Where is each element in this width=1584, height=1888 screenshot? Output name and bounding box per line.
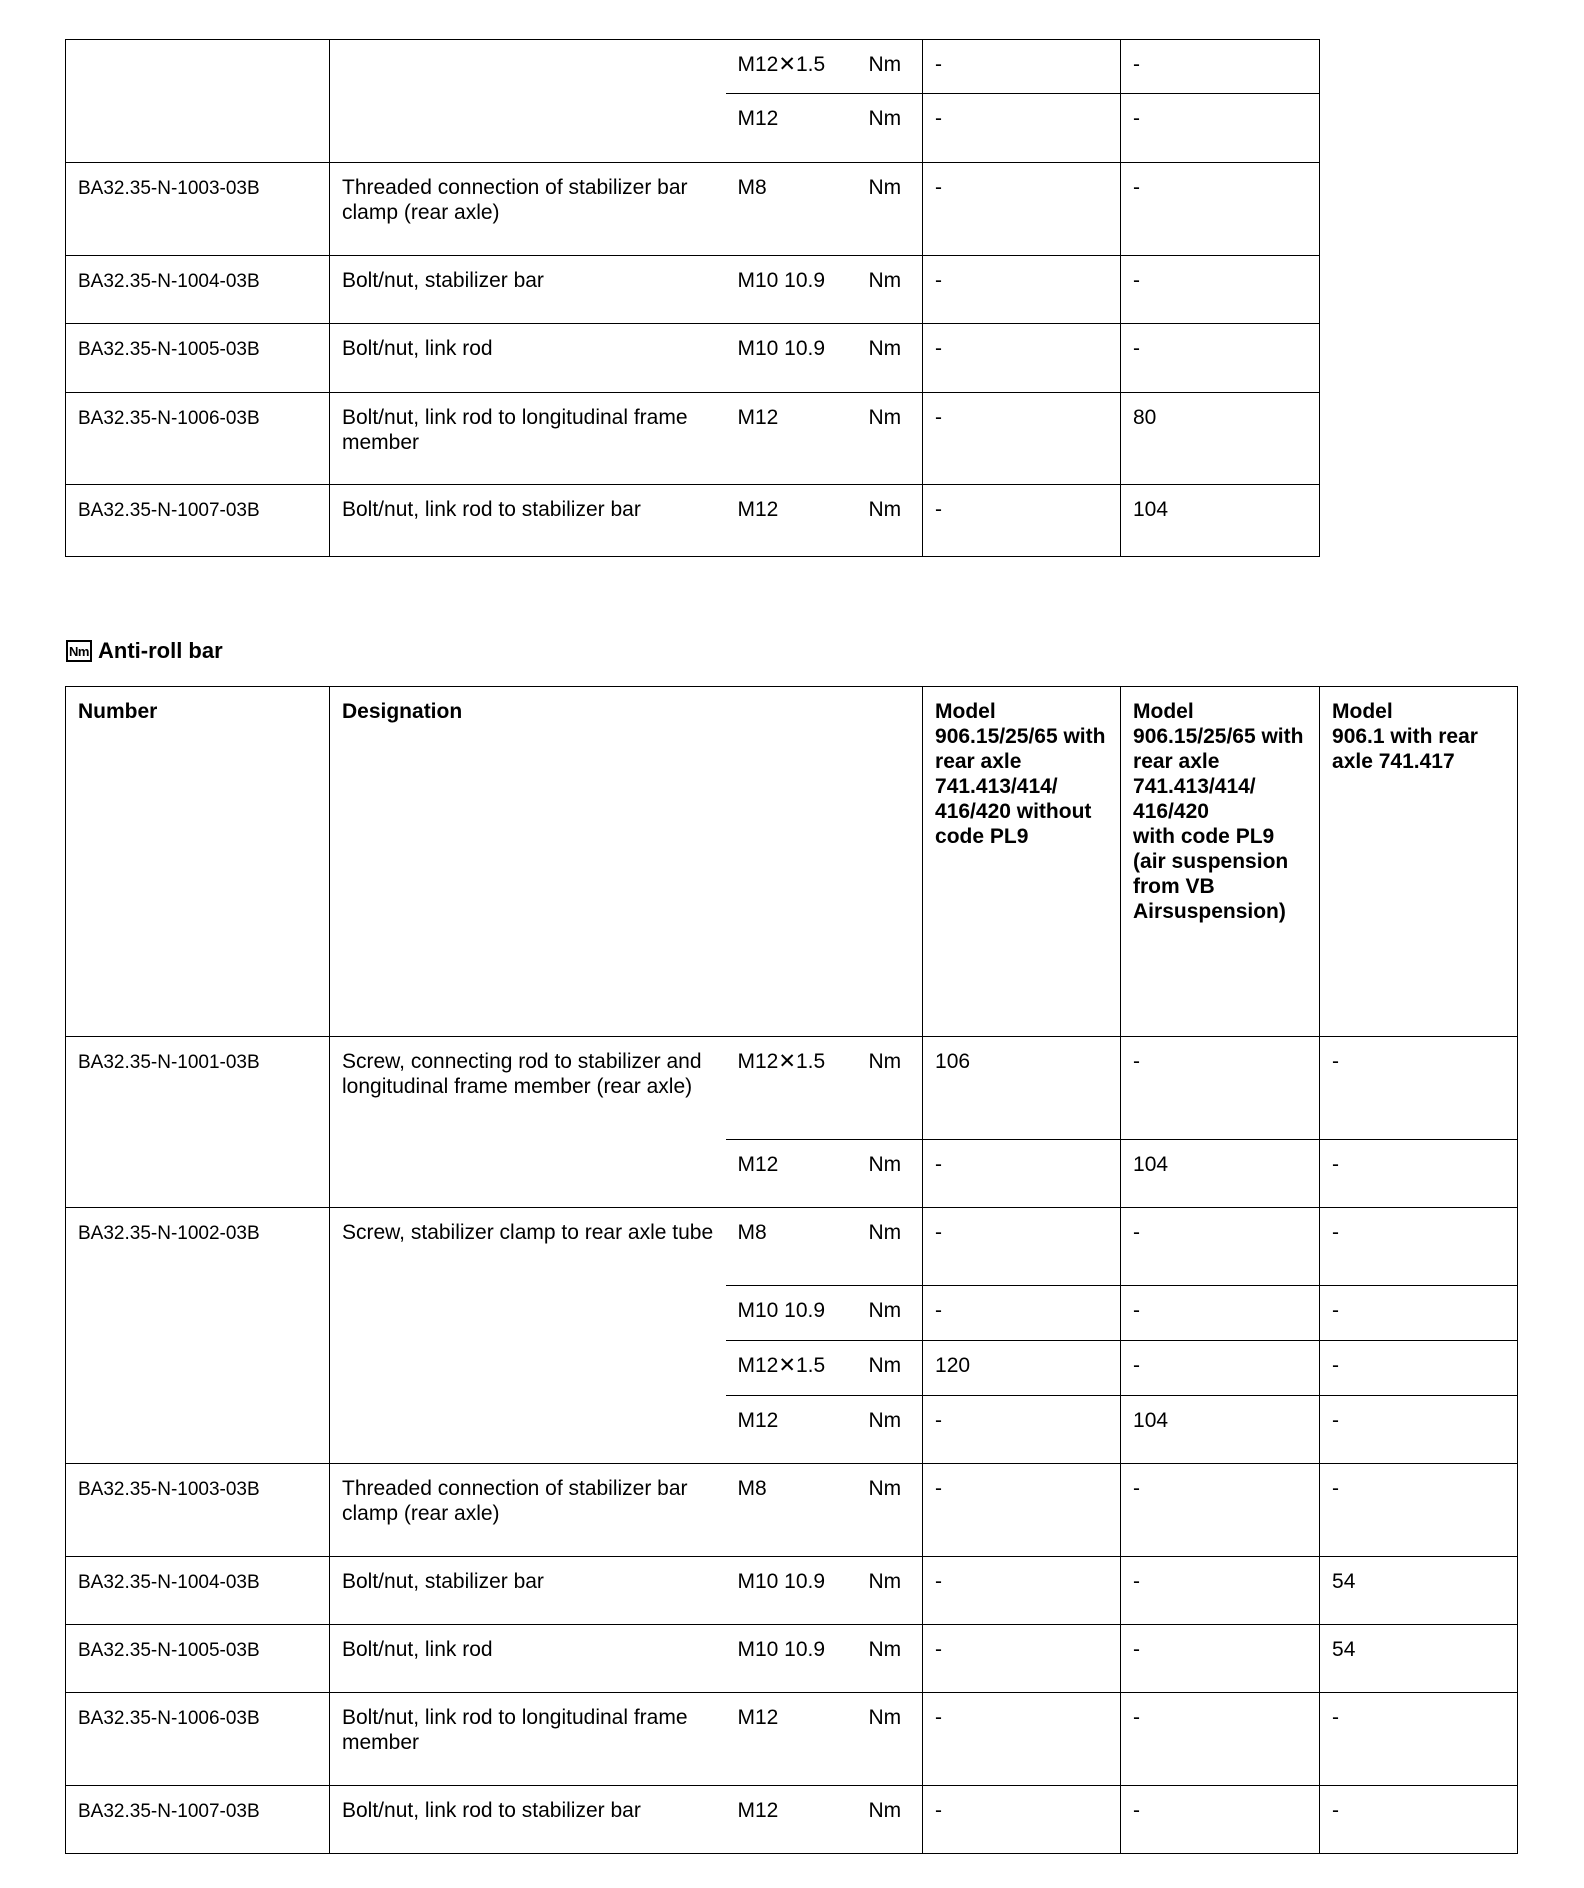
unit-cell: Nm [869,1625,923,1693]
thread-cell: M12 [726,393,869,485]
value-cell: - [1320,1786,1518,1854]
table-row [66,40,1320,94]
unit-cell: Nm [869,1786,923,1854]
unit-cell: Nm [869,94,923,163]
header-number: Number [66,687,330,1037]
designation-cell: Threaded connection of stabilizer bar clamp (rear axle) [330,163,726,256]
value-cell: - [923,163,1121,256]
number-cell: BA32.35-N-1007-03B [66,485,330,557]
value-cell: - [1121,1557,1320,1625]
value-cell: 54 [1320,1625,1518,1693]
thread-cell: M12 [726,1140,869,1208]
unit-cell: Nm [869,1464,923,1557]
thread-cell: M12✕1.5 [726,1037,869,1140]
number-cell: BA32.35-N-1003-03B [66,163,330,256]
number-cell: BA32.35-N-1003-03B [66,1464,330,1557]
value-cell: 54 [1320,1557,1518,1625]
value-cell: - [1320,1037,1518,1140]
value-cell: - [1121,1341,1320,1396]
unit-cell: Nm [869,1396,923,1464]
designation-cell: Bolt/nut, link rod to stabilizer bar [330,1786,726,1854]
table-row [66,1208,1518,1286]
unit-cell: Nm [869,1037,923,1140]
table-row [66,1625,1518,1693]
value-cell: - [1121,1625,1320,1693]
number-cell: BA32.35-N-1004-03B [66,256,330,324]
unit-cell: Nm [869,1140,923,1208]
value-cell: - [923,1464,1121,1557]
number-cell: BA32.35-N-1006-03B [66,1693,330,1786]
designation-cell: Threaded connection of stabilizer bar clamp (rear axle) [330,1464,726,1557]
value-cell: - [1121,40,1320,94]
thread-cell: M10 10.9 [726,256,869,324]
anti-roll-bar-torque-table [65,686,1518,1854]
value-cell: - [1121,163,1320,256]
value-cell: - [1320,1341,1518,1396]
thread-cell: M10 10.9 [726,1286,869,1341]
header-model-3: Model 906.1 with rear axle 741.417 [1320,687,1518,1037]
value-cell: - [1121,1037,1320,1140]
section-title-text: Anti-roll bar [98,638,223,663]
torque-nm-icon: Nm [66,640,92,662]
value-cell: - [923,1396,1121,1464]
value-cell: - [1121,1464,1320,1557]
designation-cell: Bolt/nut, link rod to longitudinal frame member [330,1693,726,1786]
thread-cell: M10 10.9 [726,1557,869,1625]
value-cell: 104 [1121,485,1320,557]
designation-cell: Bolt/nut, link rod [330,324,726,393]
thread-cell: M12 [726,1786,869,1854]
designation-cell: Bolt/nut, link rod to stabilizer bar [330,485,726,557]
thread-cell: M10 10.9 [726,1625,869,1693]
value-cell: - [1320,1693,1518,1786]
value-cell: - [923,1208,1121,1286]
unit-cell: Nm [869,1208,923,1286]
header-model-2: Model 906.15/25/65 with rear axle 741.413/414/ 416/420 with code PL9 (air suspension from VB Airsuspension) [1121,687,1320,1037]
table-header-row [66,687,1518,1037]
number-cell: BA32.35-N-1006-03B [66,393,330,485]
number-cell: BA32.35-N-1005-03B [66,324,330,393]
value-cell: - [1121,1208,1320,1286]
table-row [66,1693,1518,1786]
thread-cell: M8 [726,163,869,256]
value-cell: - [1320,1208,1518,1286]
value-cell: - [1121,1693,1320,1786]
value-cell: 104 [1121,1140,1320,1208]
designation-cell [330,40,726,163]
header-designation: Designation [330,687,923,1037]
value-cell: - [1121,1786,1320,1854]
value-cell: - [923,1786,1121,1854]
designation-cell: Bolt/nut, stabilizer bar [330,1557,726,1625]
value-cell: - [923,1693,1121,1786]
thread-cell: M12 [726,1693,869,1786]
value-cell: - [1320,1396,1518,1464]
thread-cell: M12 [726,485,869,557]
value-cell: - [1320,1140,1518,1208]
thread-cell: M8 [726,1464,869,1557]
value-cell: - [923,485,1121,557]
thread-cell: M12✕1.5 [726,1341,869,1396]
designation-cell: Bolt/nut, stabilizer bar [330,256,726,324]
value-cell: - [923,256,1121,324]
value-cell: - [923,94,1121,163]
table-row [66,1786,1518,1854]
value-cell: - [1121,324,1320,393]
table-row [66,163,1320,256]
thread-cell: M8 [726,1208,869,1286]
table-row [66,324,1320,393]
number-cell: BA32.35-N-1004-03B [66,1557,330,1625]
value-cell: - [1121,1286,1320,1341]
section-title [66,638,223,664]
table-row [66,1464,1518,1557]
thread-cell: M12 [726,1396,869,1464]
number-cell: BA32.35-N-1007-03B [66,1786,330,1854]
value-cell: - [923,1557,1121,1625]
value-cell: - [1121,256,1320,324]
unit-cell: Nm [869,163,923,256]
value-cell: - [1320,1464,1518,1557]
table-row [66,256,1320,324]
value-cell: - [923,1140,1121,1208]
unit-cell: Nm [869,393,923,485]
value-cell: 120 [923,1341,1121,1396]
value-cell: - [923,1625,1121,1693]
designation-cell: Screw, connecting rod to stabilizer and longitudinal frame member (rear axle) [330,1037,726,1208]
value-cell: - [923,40,1121,94]
value-cell: - [923,324,1121,393]
unit-cell: Nm [869,485,923,557]
number-cell: BA32.35-N-1002-03B [66,1208,330,1464]
number-cell: BA32.35-N-1001-03B [66,1037,330,1208]
unit-cell: Nm [869,324,923,393]
unit-cell: Nm [869,1341,923,1396]
unit-cell: Nm [869,1693,923,1786]
torque-table-continued [65,39,1320,557]
number-cell: BA32.35-N-1005-03B [66,1625,330,1693]
table-row [66,393,1320,485]
thread-cell: M10 10.9 [726,324,869,393]
designation-cell: Bolt/nut, link rod [330,1625,726,1693]
unit-cell: Nm [869,1286,923,1341]
value-cell: - [1121,94,1320,163]
value-cell: 106 [923,1037,1121,1140]
value-cell: 80 [1121,393,1320,485]
table-row [66,1037,1518,1140]
header-model-1: Model 906.15/25/65 with rear axle 741.413/414/ 416/420 without code PL9 [923,687,1121,1037]
value-cell: 104 [1121,1396,1320,1464]
value-cell: - [1320,1286,1518,1341]
unit-cell: Nm [869,40,923,94]
designation-cell: Screw, stabilizer clamp to rear axle tube [330,1208,726,1464]
value-cell: - [923,1286,1121,1341]
table-row [66,1557,1518,1625]
unit-cell: Nm [869,256,923,324]
thread-cell: M12 [726,94,869,163]
number-cell [66,40,330,163]
thread-cell: M12✕1.5 [726,40,869,94]
designation-cell: Bolt/nut, link rod to longitudinal frame member [330,393,726,485]
unit-cell: Nm [869,1557,923,1625]
value-cell: - [923,393,1121,485]
table-row [66,485,1320,557]
